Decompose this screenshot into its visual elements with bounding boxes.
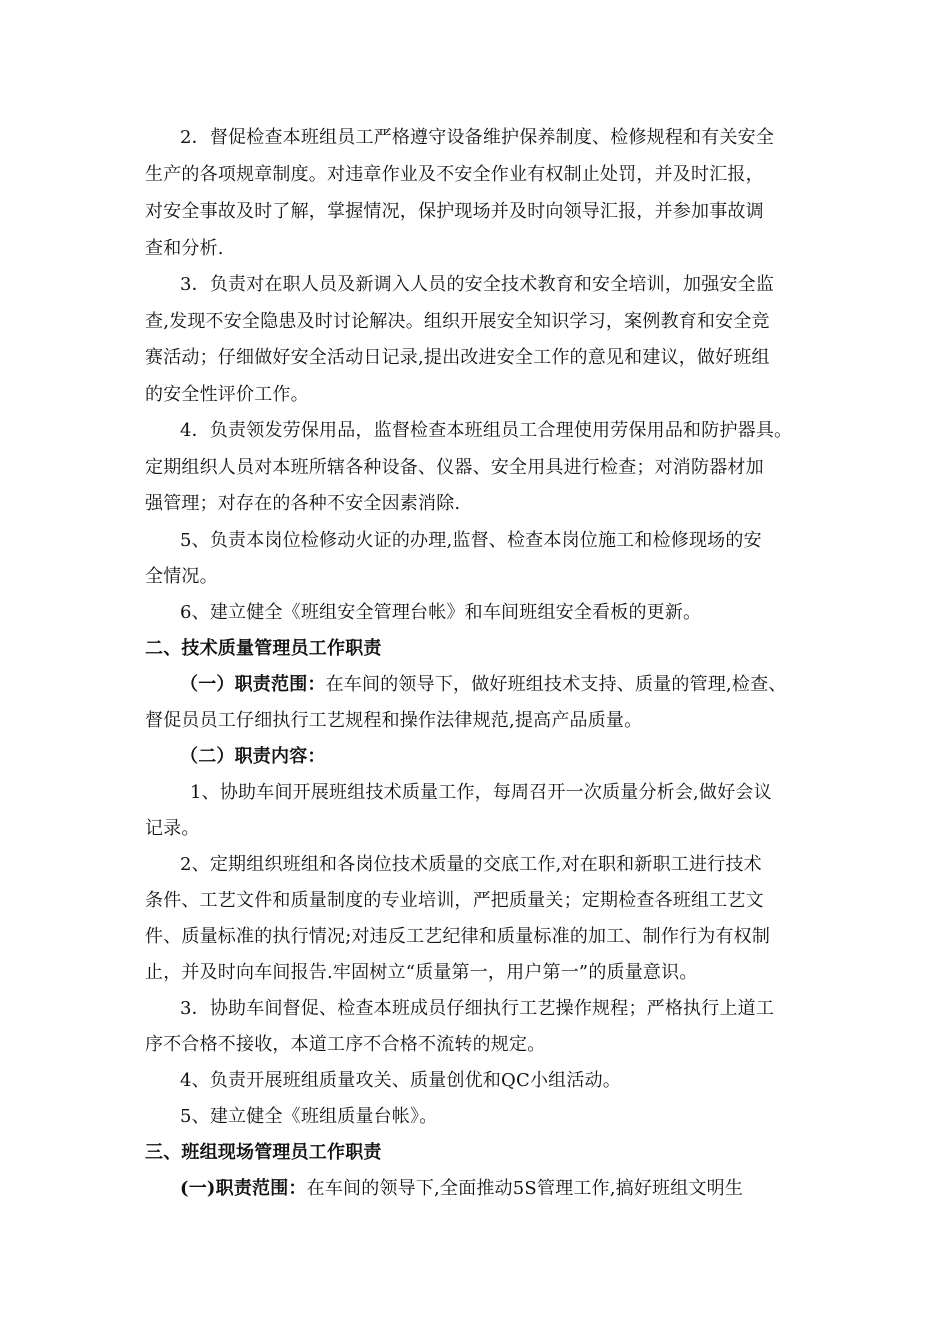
subsection-heading: （二）职责内容： bbox=[180, 746, 326, 767]
paragraph-line: 4、负责开展班组质量攻关、质量创优和QC小组活动。 bbox=[180, 1070, 621, 1091]
paragraph-line: 5、负责本岗位检修动火证的办理,监督、检查本岗位施工和检修现场的安 bbox=[180, 530, 762, 551]
paragraph-text: 在车间的领导下，做好班组技术支持、质量的管理,检查、 bbox=[325, 674, 787, 695]
paragraph-line: 2．督促检查本班组员工严格遵守设备维护保养制度、检修规程和有关安全 bbox=[180, 127, 775, 148]
paragraph-line: 定期组织人员对本班所辖各种设备、仪器、安全用具进行检查；对消防器材加 bbox=[145, 457, 764, 478]
paragraph-line: 2、定期组织班组和各岗位技术质量的交底工作,对在职和新职工进行技术 bbox=[180, 854, 762, 875]
paragraph-text: 在车间的领导下,全面推动5S管理工作,搞好班组文明生 bbox=[306, 1178, 744, 1199]
paragraph-line: 生产的各项规章制度。对违章作业及不安全作业有权制止处罚，并及时汇报， bbox=[145, 164, 764, 185]
paragraph-line bbox=[180, 673, 860, 697]
paragraph-line: 查和分析. bbox=[145, 238, 224, 259]
paragraph-line: 赛活动；仔细做好安全活动日记录,提出改进安全工作的意见和建议，做好班组 bbox=[145, 347, 770, 368]
paragraph-line: 件、质量标准的执行情况;对违反工艺纪律和质量标准的加工、制作行为有权制 bbox=[145, 926, 771, 947]
paragraph-line: 3．负责对在职人员及新调入人员的安全技术教育和安全培训，加强安全监 bbox=[180, 274, 775, 295]
section-heading: 三、班组现场管理员工作职责 bbox=[145, 1142, 382, 1163]
subsection-label: (一)职责范围： bbox=[180, 1178, 307, 1199]
paragraph-line: 对安全事故及时了解，掌握情况，保护现场并及时向领导汇报，并参加事故调 bbox=[145, 201, 764, 222]
paragraph-line: 1、协助车间开展班组技术质量工作，每周召开一次质量分析会,做好会议 bbox=[190, 782, 772, 803]
paragraph-line: 序不合格不接收，本道工序不合格不流转的规定。 bbox=[145, 1034, 546, 1055]
paragraph-line: 3．协助车间督促、检查本班成员仔细执行工艺操作规程；严格执行上道工 bbox=[180, 998, 775, 1019]
paragraph-line: 强管理；对存在的各种不安全因素消除. bbox=[145, 493, 461, 514]
paragraph-line: 查,发现不安全隐患及时讨论解决。组织开展安全知识学习，案例教育和安全竞 bbox=[145, 311, 770, 332]
paragraph-line: 5、建立健全《班组质量台帐》。 bbox=[180, 1106, 438, 1127]
paragraph-line: 督促员员工仔细执行工艺规程和操作法律规范,提高产品质量。 bbox=[145, 710, 643, 731]
paragraph-line: 6、建立健全《班组安全管理台帐》和车间班组安全看板的更新。 bbox=[180, 602, 702, 623]
section-heading: 二、技术质量管理员工作职责 bbox=[145, 638, 382, 659]
subsection-label: （一）职责范围： bbox=[180, 674, 326, 695]
paragraph-line: 的安全性评价工作。 bbox=[145, 384, 309, 405]
paragraph-line bbox=[180, 1177, 860, 1201]
paragraph-line: 全情况。 bbox=[145, 566, 218, 587]
paragraph-line: 4．负责领发劳保用品，监督检查本班组员工合理使用劳保用品和防护器具。 bbox=[180, 420, 793, 441]
paragraph-line: 记录。 bbox=[145, 818, 200, 839]
paragraph-line: 条件、工艺文件和质量制度的专业培训，严把质量关；定期检查各班组工艺文 bbox=[145, 890, 764, 911]
paragraph-line: 止，并及时向车间报告.牢固树立“质量第一，用户第一”的质量意识。 bbox=[145, 962, 698, 983]
